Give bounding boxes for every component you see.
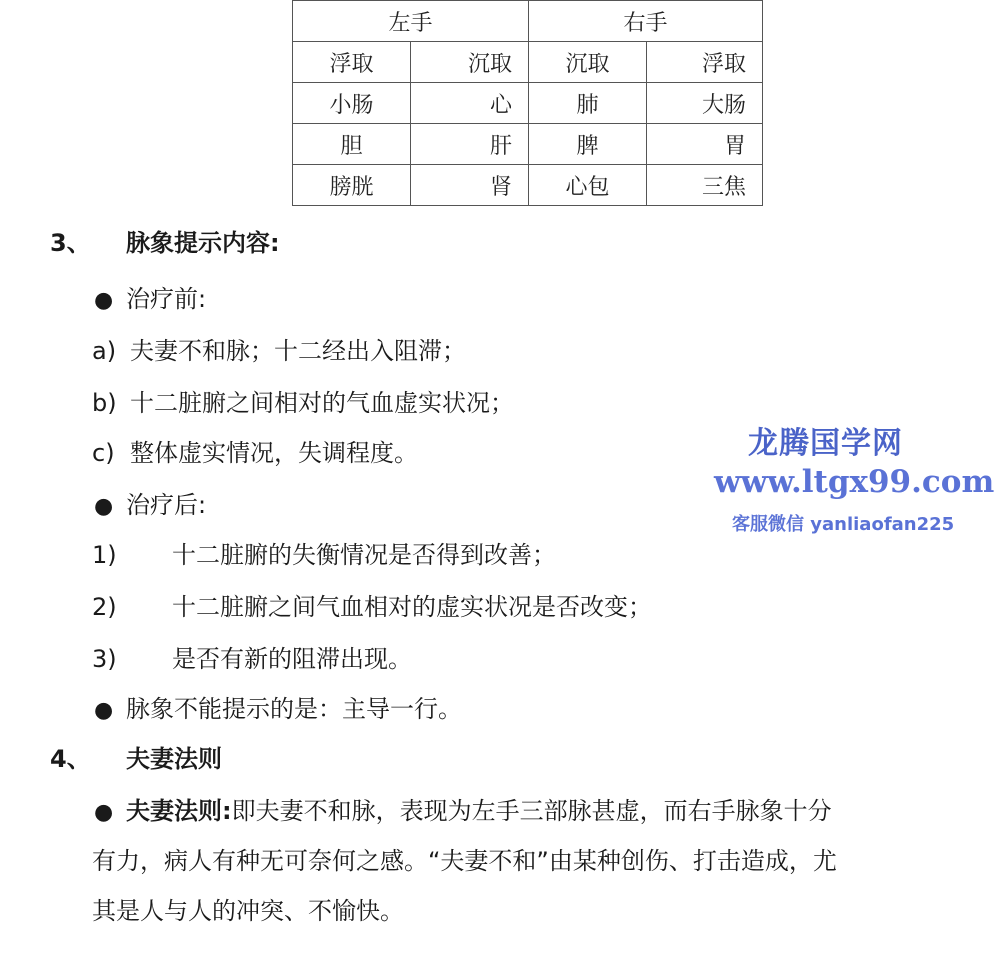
list-item	[92, 592, 652, 622]
list-text: 十二脏腑的失衡情况是否得到改善；	[172, 541, 556, 569]
table-row	[293, 165, 763, 206]
bullet-icon: ●	[94, 494, 114, 519]
list-marker: 3)	[92, 645, 117, 673]
before-treatment-label	[94, 284, 206, 316]
table-cell: 脾	[529, 124, 647, 165]
list-label: 治疗前:	[126, 285, 207, 313]
watermark-title: 龙腾国学网	[748, 426, 903, 461]
left-hand-header: 左手	[293, 1, 529, 42]
list-text: 脉象不能提示的是：主导一行。	[126, 695, 462, 723]
list-marker: c)	[92, 439, 115, 467]
list-item	[92, 540, 556, 570]
table-cell: 浮取	[647, 42, 763, 83]
list-text: 夫妻不和脉；十二经出入阻滞；	[130, 337, 466, 365]
table-cell: 肺	[529, 83, 647, 124]
table-cell: 沉取	[529, 42, 647, 83]
list-text: 十二脏腑之间相对的气血虚实状况；	[130, 389, 514, 417]
list-item	[92, 336, 466, 366]
table-row	[293, 124, 763, 165]
table-cell: 大肠	[647, 83, 763, 124]
section-title: 脉象提示内容:	[126, 229, 280, 257]
right-hand-header: 右手	[529, 1, 763, 42]
section-number: 4、	[50, 745, 91, 773]
table-cell: 胃	[647, 124, 763, 165]
list-item	[92, 388, 514, 418]
table-cell: 小肠	[293, 83, 411, 124]
list-marker: 1)	[92, 541, 117, 569]
section-number: 3、	[50, 229, 91, 257]
list-text: 十二脏腑之间气血相对的虚实状况是否改变；	[172, 593, 652, 621]
defined-term: 夫妻法则:	[126, 797, 232, 825]
section-4-heading	[50, 744, 222, 774]
paragraph-line-2: 有力，病人有种无可奈何之感。“夫妻不和”由某种创伤、打击造成，尤	[92, 847, 837, 875]
table-cell: 心包	[529, 165, 647, 206]
pulse-position-table	[292, 0, 763, 206]
list-text: 整体虚实情况，失调程度。	[130, 439, 418, 467]
paragraph-line-1	[94, 796, 832, 828]
section-3-heading	[50, 228, 280, 258]
paragraph-text: 即夫妻不和脉，表现为左手三部脉甚虚，而右手脉象十分	[231, 797, 832, 825]
watermark-contact: 客服微信 yanliaofan225	[732, 514, 955, 535]
table-cell: 心	[411, 83, 529, 124]
watermark-url: www.ltgx99.com	[714, 464, 994, 500]
table-cell: 肾	[411, 165, 529, 206]
paragraph-line-3: 其是人与人的冲突、不愉快。	[92, 897, 404, 925]
table-cell: 浮取	[293, 42, 411, 83]
bullet-icon: ●	[94, 288, 114, 313]
list-marker: 2)	[92, 593, 117, 621]
table-cell: 肝	[411, 124, 529, 165]
list-text: 是否有新的阻滞出现。	[172, 645, 412, 673]
list-item	[92, 644, 412, 674]
table-cell: 沉取	[411, 42, 529, 83]
table-cell: 膀胱	[293, 165, 411, 206]
table-header-row	[293, 1, 763, 42]
table-row	[293, 42, 763, 83]
bullet-icon: ●	[94, 698, 114, 723]
list-label: 治疗后:	[126, 491, 207, 519]
list-marker: a)	[92, 337, 117, 365]
bullet-icon: ●	[94, 800, 114, 825]
cannot-indicate-note	[94, 694, 462, 726]
section-title: 夫妻法则	[126, 745, 222, 773]
list-marker: b)	[92, 389, 117, 417]
after-treatment-label	[94, 490, 206, 522]
table-cell: 胆	[293, 124, 411, 165]
table-row	[293, 83, 763, 124]
list-item	[92, 438, 418, 468]
table-cell: 三焦	[647, 165, 763, 206]
